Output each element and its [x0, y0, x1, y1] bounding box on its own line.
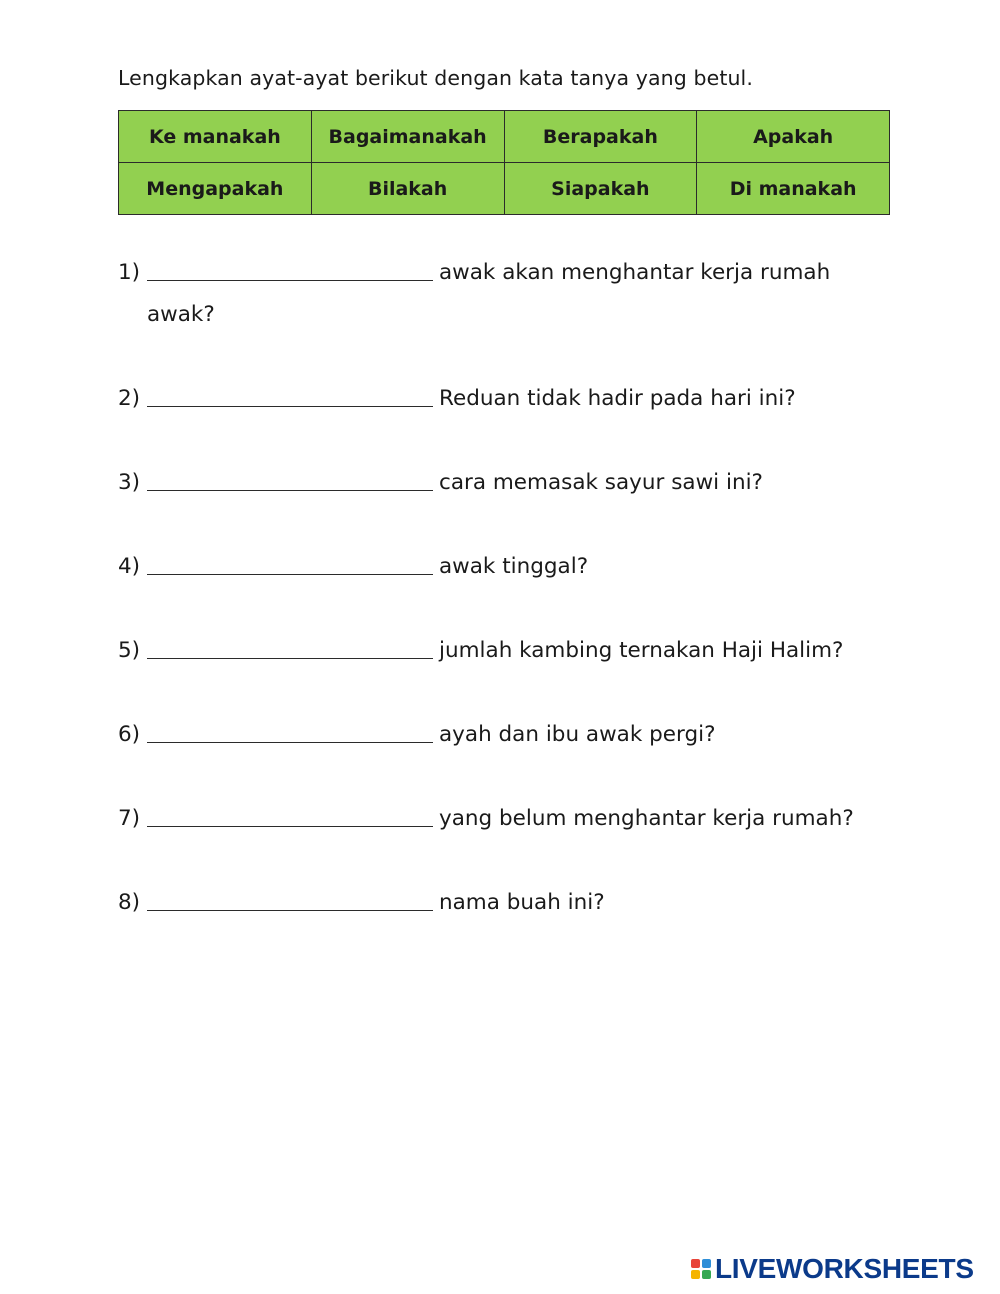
- word-bank-table: [118, 110, 890, 215]
- word-bank-cell: Mengapakah: [119, 163, 312, 215]
- question-number: 6): [118, 722, 141, 747]
- question-text: ayah dan ibu awak pergi?: [439, 722, 716, 747]
- word-bank-row: [119, 163, 890, 215]
- question-text: nama buah ini?: [439, 890, 605, 915]
- question-6: [118, 714, 716, 756]
- answer-blank[interactable]: [147, 382, 433, 407]
- word-bank-cell: Ke manakah: [119, 111, 312, 163]
- question-number: 4): [118, 554, 141, 579]
- word-bank-cell: Siapakah: [504, 163, 697, 215]
- question-text: cara memasak sayur sawi ini?: [439, 470, 763, 495]
- word-bank-cell: Bagaimanakah: [311, 111, 504, 163]
- question-7: [118, 798, 854, 840]
- question-text: awak tinggal?: [439, 554, 589, 579]
- brand-name: LIVEWORKSHEETS: [715, 1253, 974, 1284]
- question-number: 1): [118, 260, 141, 285]
- question-text: Reduan tidak hadir pada hari ini?: [439, 386, 796, 411]
- question-8: [118, 882, 605, 924]
- word-bank-row: [119, 111, 890, 163]
- answer-blank[interactable]: [147, 550, 433, 575]
- word-bank-cell: Di manakah: [697, 163, 890, 215]
- question-number: 3): [118, 470, 141, 495]
- instruction-text: Lengkapkan ayat-ayat berikut dengan kata tanya yang betul.: [118, 66, 753, 90]
- liveworksheets-logo-icon: [691, 1259, 711, 1279]
- question-number: 7): [118, 806, 141, 831]
- answer-blank[interactable]: [147, 802, 433, 827]
- question-text: jumlah kambing ternakan Haji Halim?: [439, 638, 844, 663]
- word-bank-cell: Apakah: [697, 111, 890, 163]
- question-number: 2): [118, 386, 141, 411]
- question-continuation: awak?: [147, 302, 215, 327]
- answer-blank[interactable]: [147, 634, 433, 659]
- question-1: [118, 252, 830, 336]
- liveworksheets-branding[interactable]: [691, 1254, 974, 1284]
- question-2: [118, 378, 796, 420]
- word-bank-cell: Bilakah: [311, 163, 504, 215]
- answer-blank[interactable]: [147, 718, 433, 743]
- question-4: [118, 546, 588, 588]
- question-3: [118, 462, 763, 504]
- question-number: 5): [118, 638, 141, 663]
- question-text: yang belum menghantar kerja rumah?: [439, 806, 854, 831]
- answer-blank[interactable]: [147, 466, 433, 491]
- question-number: 8): [118, 890, 141, 915]
- question-text: awak akan menghantar kerja rumah: [439, 260, 831, 285]
- question-5: [118, 630, 843, 672]
- answer-blank[interactable]: [147, 886, 433, 911]
- answer-blank[interactable]: [147, 256, 433, 281]
- word-bank-cell: Berapakah: [504, 111, 697, 163]
